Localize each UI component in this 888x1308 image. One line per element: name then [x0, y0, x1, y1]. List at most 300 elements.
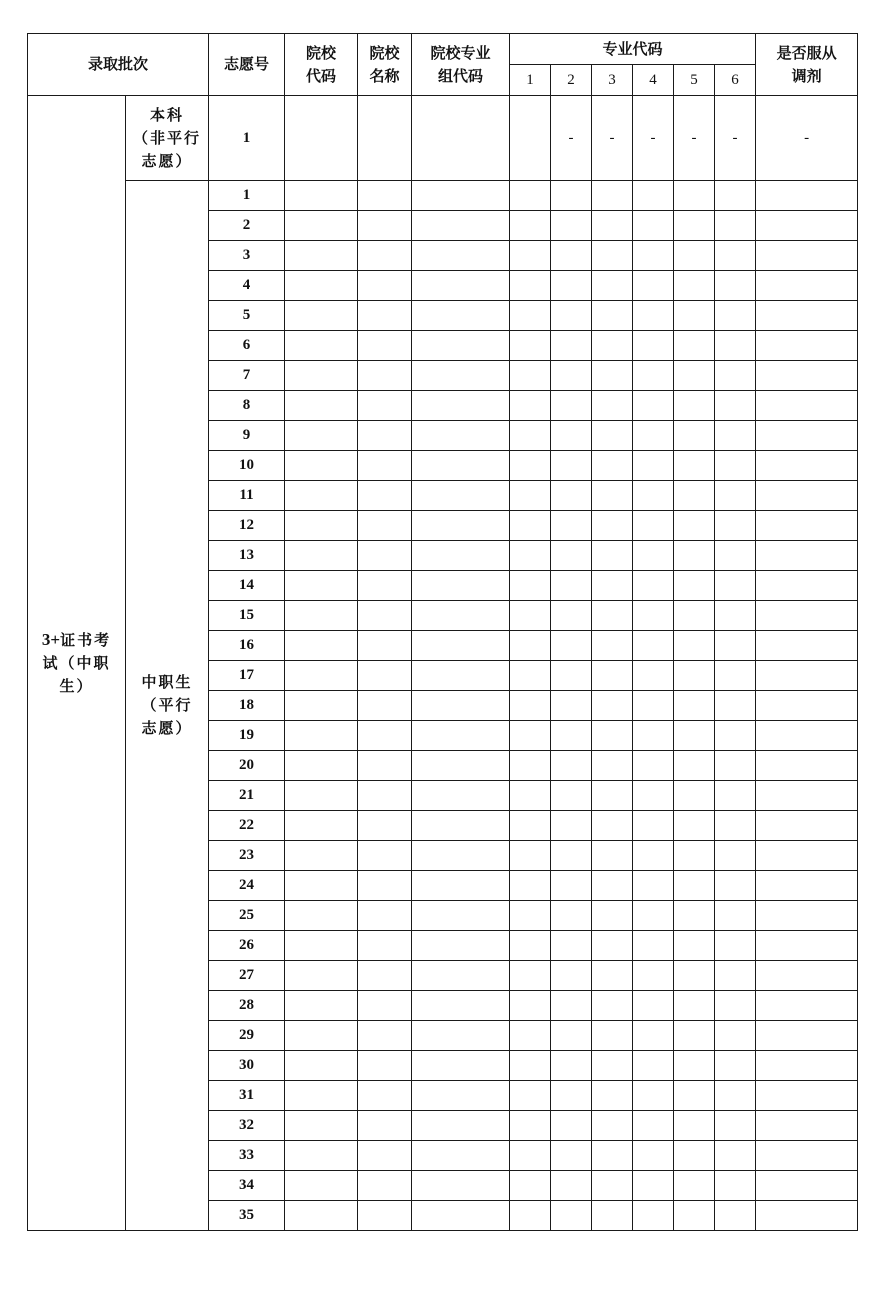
major-4-cell[interactable]	[633, 331, 674, 361]
major-6-cell[interactable]	[715, 271, 756, 301]
major-2-cell[interactable]	[551, 301, 592, 331]
major-3-cell[interactable]	[592, 871, 633, 901]
major-6-cell[interactable]	[715, 301, 756, 331]
major-6-cell[interactable]	[715, 391, 756, 421]
school-name-cell[interactable]	[358, 631, 412, 661]
major-1-cell[interactable]	[510, 1081, 551, 1111]
adjust-cell[interactable]	[756, 781, 858, 811]
major-3-cell[interactable]	[592, 301, 633, 331]
group-code-cell[interactable]	[412, 751, 510, 781]
undergrad-group-code-cell[interactable]	[412, 96, 510, 181]
school-code-cell[interactable]	[285, 1021, 358, 1051]
major-2-cell[interactable]	[551, 781, 592, 811]
school-name-cell[interactable]	[358, 1111, 412, 1141]
major-4-cell[interactable]	[633, 601, 674, 631]
major-3-cell[interactable]	[592, 211, 633, 241]
adjust-cell[interactable]	[756, 871, 858, 901]
major-3-cell[interactable]	[592, 691, 633, 721]
major-5-cell[interactable]	[674, 571, 715, 601]
adjust-cell[interactable]	[756, 901, 858, 931]
major-6-cell[interactable]	[715, 511, 756, 541]
major-4-cell[interactable]	[633, 301, 674, 331]
major-3-cell[interactable]	[592, 781, 633, 811]
major-3-cell[interactable]	[592, 1141, 633, 1171]
major-6-cell[interactable]	[715, 1141, 756, 1171]
major-6-cell[interactable]	[715, 541, 756, 571]
major-1-cell[interactable]	[510, 691, 551, 721]
major-3-cell[interactable]	[592, 601, 633, 631]
major-3-cell[interactable]	[592, 811, 633, 841]
school-code-cell[interactable]	[285, 691, 358, 721]
school-code-cell[interactable]	[285, 1201, 358, 1231]
group-code-cell[interactable]	[412, 871, 510, 901]
major-3-cell[interactable]	[592, 331, 633, 361]
major-1-cell[interactable]	[510, 361, 551, 391]
school-name-cell[interactable]	[358, 1171, 412, 1201]
group-code-cell[interactable]	[412, 301, 510, 331]
school-name-cell[interactable]	[358, 211, 412, 241]
school-code-cell[interactable]	[285, 901, 358, 931]
group-code-cell[interactable]	[412, 241, 510, 271]
school-name-cell[interactable]	[358, 871, 412, 901]
school-name-cell[interactable]	[358, 301, 412, 331]
school-name-cell[interactable]	[358, 361, 412, 391]
major-2-cell[interactable]	[551, 241, 592, 271]
major-3-cell[interactable]	[592, 1051, 633, 1081]
major-4-cell[interactable]	[633, 481, 674, 511]
school-code-cell[interactable]	[285, 271, 358, 301]
school-name-cell[interactable]	[358, 811, 412, 841]
major-6-cell[interactable]	[715, 211, 756, 241]
major-1-cell[interactable]	[510, 601, 551, 631]
major-2-cell[interactable]	[551, 871, 592, 901]
major-1-cell[interactable]	[510, 1201, 551, 1231]
school-code-cell[interactable]	[285, 391, 358, 421]
major-4-cell[interactable]	[633, 1141, 674, 1171]
major-1-cell[interactable]	[510, 481, 551, 511]
major-2-cell[interactable]	[551, 1111, 592, 1141]
major-4-cell[interactable]	[633, 781, 674, 811]
group-code-cell[interactable]	[412, 961, 510, 991]
major-4-cell[interactable]	[633, 931, 674, 961]
adjust-cell[interactable]	[756, 451, 858, 481]
major-1-cell[interactable]	[510, 841, 551, 871]
major-3-cell[interactable]	[592, 571, 633, 601]
major-1-cell[interactable]	[510, 421, 551, 451]
major-5-cell[interactable]	[674, 451, 715, 481]
major-1-cell[interactable]	[510, 511, 551, 541]
major-3-cell[interactable]	[592, 961, 633, 991]
major-3-cell[interactable]	[592, 1081, 633, 1111]
adjust-cell[interactable]	[756, 1141, 858, 1171]
major-4-cell[interactable]	[633, 1081, 674, 1111]
major-1-cell[interactable]	[510, 781, 551, 811]
major-4-cell[interactable]	[633, 811, 674, 841]
major-5-cell[interactable]	[674, 301, 715, 331]
major-2-cell[interactable]	[551, 511, 592, 541]
school-name-cell[interactable]	[358, 481, 412, 511]
major-4-cell[interactable]	[633, 361, 674, 391]
school-name-cell[interactable]	[358, 931, 412, 961]
group-code-cell[interactable]	[412, 481, 510, 511]
school-code-cell[interactable]	[285, 871, 358, 901]
school-code-cell[interactable]	[285, 661, 358, 691]
major-2-cell[interactable]	[551, 481, 592, 511]
group-code-cell[interactable]	[412, 391, 510, 421]
major-4-cell[interactable]	[633, 871, 674, 901]
major-4-cell[interactable]	[633, 661, 674, 691]
school-code-cell[interactable]	[285, 961, 358, 991]
adjust-cell[interactable]	[756, 421, 858, 451]
group-code-cell[interactable]	[412, 931, 510, 961]
group-code-cell[interactable]	[412, 991, 510, 1021]
school-code-cell[interactable]	[285, 241, 358, 271]
major-1-cell[interactable]	[510, 871, 551, 901]
major-3-cell[interactable]	[592, 271, 633, 301]
major-2-cell[interactable]	[551, 751, 592, 781]
major-3-cell[interactable]	[592, 901, 633, 931]
major-3-cell[interactable]	[592, 1171, 633, 1201]
school-code-cell[interactable]	[285, 781, 358, 811]
school-name-cell[interactable]	[358, 691, 412, 721]
major-2-cell[interactable]	[551, 661, 592, 691]
major-6-cell[interactable]	[715, 781, 756, 811]
school-code-cell[interactable]	[285, 811, 358, 841]
major-6-cell[interactable]	[715, 661, 756, 691]
school-code-cell[interactable]	[285, 1141, 358, 1171]
major-5-cell[interactable]	[674, 1171, 715, 1201]
major-1-cell[interactable]	[510, 1051, 551, 1081]
major-2-cell[interactable]	[551, 1201, 592, 1231]
major-5-cell[interactable]	[674, 1081, 715, 1111]
major-6-cell[interactable]	[715, 481, 756, 511]
major-5-cell[interactable]	[674, 511, 715, 541]
major-1-cell[interactable]	[510, 661, 551, 691]
major-4-cell[interactable]	[633, 991, 674, 1021]
major-4-cell[interactable]	[633, 181, 674, 211]
major-3-cell[interactable]	[592, 1111, 633, 1141]
school-name-cell[interactable]	[358, 751, 412, 781]
major-6-cell[interactable]	[715, 811, 756, 841]
major-2-cell[interactable]	[551, 1081, 592, 1111]
undergrad-school-code-cell[interactable]	[285, 96, 358, 181]
major-6-cell[interactable]	[715, 991, 756, 1021]
school-code-cell[interactable]	[285, 511, 358, 541]
adjust-cell[interactable]	[756, 1081, 858, 1111]
school-code-cell[interactable]	[285, 751, 358, 781]
major-3-cell[interactable]	[592, 241, 633, 271]
major-6-cell[interactable]	[715, 1201, 756, 1231]
major-5-cell[interactable]	[674, 1021, 715, 1051]
group-code-cell[interactable]	[412, 451, 510, 481]
group-code-cell[interactable]	[412, 571, 510, 601]
adjust-cell[interactable]	[756, 631, 858, 661]
school-name-cell[interactable]	[358, 271, 412, 301]
school-code-cell[interactable]	[285, 181, 358, 211]
adjust-cell[interactable]	[756, 991, 858, 1021]
adjust-cell[interactable]	[756, 961, 858, 991]
adjust-cell[interactable]	[756, 391, 858, 421]
major-1-cell[interactable]	[510, 811, 551, 841]
major-3-cell[interactable]	[592, 361, 633, 391]
group-code-cell[interactable]	[412, 1201, 510, 1231]
school-code-cell[interactable]	[285, 1051, 358, 1081]
school-code-cell[interactable]	[285, 541, 358, 571]
major-3-cell[interactable]	[592, 1021, 633, 1051]
school-name-cell[interactable]	[358, 721, 412, 751]
school-name-cell[interactable]	[358, 391, 412, 421]
school-code-cell[interactable]	[285, 991, 358, 1021]
major-6-cell[interactable]	[715, 1081, 756, 1111]
major-2-cell[interactable]	[551, 391, 592, 421]
major-2-cell[interactable]	[551, 691, 592, 721]
group-code-cell[interactable]	[412, 661, 510, 691]
major-1-cell[interactable]	[510, 751, 551, 781]
major-6-cell[interactable]	[715, 1021, 756, 1051]
undergrad-school-name-cell[interactable]	[358, 96, 412, 181]
major-6-cell[interactable]	[715, 451, 756, 481]
major-3-cell[interactable]	[592, 661, 633, 691]
major-6-cell[interactable]	[715, 181, 756, 211]
school-name-cell[interactable]	[358, 571, 412, 601]
major-5-cell[interactable]	[674, 1111, 715, 1141]
group-code-cell[interactable]	[412, 331, 510, 361]
adjust-cell[interactable]	[756, 751, 858, 781]
major-5-cell[interactable]	[674, 751, 715, 781]
major-3-cell[interactable]	[592, 451, 633, 481]
major-2-cell[interactable]	[551, 901, 592, 931]
school-code-cell[interactable]	[285, 571, 358, 601]
school-code-cell[interactable]	[285, 841, 358, 871]
school-name-cell[interactable]	[358, 901, 412, 931]
major-1-cell[interactable]	[510, 991, 551, 1021]
major-6-cell[interactable]	[715, 1171, 756, 1201]
school-name-cell[interactable]	[358, 451, 412, 481]
major-6-cell[interactable]	[715, 751, 756, 781]
adjust-cell[interactable]	[756, 181, 858, 211]
major-6-cell[interactable]	[715, 961, 756, 991]
adjust-cell[interactable]	[756, 511, 858, 541]
major-4-cell[interactable]	[633, 451, 674, 481]
major-5-cell[interactable]	[674, 421, 715, 451]
school-code-cell[interactable]	[285, 301, 358, 331]
undergrad-major-1-cell[interactable]	[510, 96, 551, 181]
major-1-cell[interactable]	[510, 541, 551, 571]
school-name-cell[interactable]	[358, 601, 412, 631]
major-2-cell[interactable]	[551, 1171, 592, 1201]
major-6-cell[interactable]	[715, 1111, 756, 1141]
major-2-cell[interactable]	[551, 271, 592, 301]
school-name-cell[interactable]	[358, 331, 412, 361]
major-2-cell[interactable]	[551, 841, 592, 871]
major-6-cell[interactable]	[715, 721, 756, 751]
school-name-cell[interactable]	[358, 181, 412, 211]
major-6-cell[interactable]	[715, 601, 756, 631]
group-code-cell[interactable]	[412, 211, 510, 241]
major-4-cell[interactable]	[633, 751, 674, 781]
group-code-cell[interactable]	[412, 841, 510, 871]
major-1-cell[interactable]	[510, 241, 551, 271]
group-code-cell[interactable]	[412, 1051, 510, 1081]
school-code-cell[interactable]	[285, 481, 358, 511]
major-5-cell[interactable]	[674, 541, 715, 571]
major-5-cell[interactable]	[674, 601, 715, 631]
major-1-cell[interactable]	[510, 301, 551, 331]
major-1-cell[interactable]	[510, 901, 551, 931]
adjust-cell[interactable]	[756, 1111, 858, 1141]
major-5-cell[interactable]	[674, 691, 715, 721]
major-4-cell[interactable]	[633, 1111, 674, 1141]
major-3-cell[interactable]	[592, 751, 633, 781]
major-5-cell[interactable]	[674, 901, 715, 931]
school-code-cell[interactable]	[285, 931, 358, 961]
school-name-cell[interactable]	[358, 991, 412, 1021]
major-1-cell[interactable]	[510, 1021, 551, 1051]
major-1-cell[interactable]	[510, 571, 551, 601]
group-code-cell[interactable]	[412, 631, 510, 661]
group-code-cell[interactable]	[412, 691, 510, 721]
major-4-cell[interactable]	[633, 1171, 674, 1201]
major-5-cell[interactable]	[674, 661, 715, 691]
major-4-cell[interactable]	[633, 421, 674, 451]
adjust-cell[interactable]	[756, 211, 858, 241]
major-5-cell[interactable]	[674, 631, 715, 661]
group-code-cell[interactable]	[412, 271, 510, 301]
major-6-cell[interactable]	[715, 1051, 756, 1081]
major-2-cell[interactable]	[551, 1021, 592, 1051]
adjust-cell[interactable]	[756, 571, 858, 601]
major-5-cell[interactable]	[674, 1201, 715, 1231]
major-2-cell[interactable]	[551, 541, 592, 571]
group-code-cell[interactable]	[412, 421, 510, 451]
major-4-cell[interactable]	[633, 1021, 674, 1051]
major-5-cell[interactable]	[674, 931, 715, 961]
group-code-cell[interactable]	[412, 181, 510, 211]
major-6-cell[interactable]	[715, 421, 756, 451]
major-6-cell[interactable]	[715, 841, 756, 871]
school-name-cell[interactable]	[358, 421, 412, 451]
major-4-cell[interactable]	[633, 1201, 674, 1231]
adjust-cell[interactable]	[756, 301, 858, 331]
major-4-cell[interactable]	[633, 511, 674, 541]
group-code-cell[interactable]	[412, 1141, 510, 1171]
major-1-cell[interactable]	[510, 331, 551, 361]
major-6-cell[interactable]	[715, 871, 756, 901]
group-code-cell[interactable]	[412, 1021, 510, 1051]
major-6-cell[interactable]	[715, 931, 756, 961]
adjust-cell[interactable]	[756, 1021, 858, 1051]
school-code-cell[interactable]	[285, 1111, 358, 1141]
group-code-cell[interactable]	[412, 361, 510, 391]
school-name-cell[interactable]	[358, 1051, 412, 1081]
school-code-cell[interactable]	[285, 361, 358, 391]
major-1-cell[interactable]	[510, 1141, 551, 1171]
major-3-cell[interactable]	[592, 631, 633, 661]
major-5-cell[interactable]	[674, 391, 715, 421]
major-2-cell[interactable]	[551, 571, 592, 601]
adjust-cell[interactable]	[756, 1171, 858, 1201]
school-name-cell[interactable]	[358, 1081, 412, 1111]
major-5-cell[interactable]	[674, 361, 715, 391]
major-6-cell[interactable]	[715, 361, 756, 391]
major-5-cell[interactable]	[674, 811, 715, 841]
major-5-cell[interactable]	[674, 991, 715, 1021]
school-code-cell[interactable]	[285, 601, 358, 631]
adjust-cell[interactable]	[756, 841, 858, 871]
adjust-cell[interactable]	[756, 811, 858, 841]
major-1-cell[interactable]	[510, 391, 551, 421]
major-1-cell[interactable]	[510, 1171, 551, 1201]
major-5-cell[interactable]	[674, 781, 715, 811]
school-code-cell[interactable]	[285, 1081, 358, 1111]
major-4-cell[interactable]	[633, 691, 674, 721]
group-code-cell[interactable]	[412, 601, 510, 631]
school-name-cell[interactable]	[358, 781, 412, 811]
major-1-cell[interactable]	[510, 721, 551, 751]
adjust-cell[interactable]	[756, 481, 858, 511]
major-2-cell[interactable]	[551, 721, 592, 751]
school-code-cell[interactable]	[285, 331, 358, 361]
major-2-cell[interactable]	[551, 811, 592, 841]
adjust-cell[interactable]	[756, 1051, 858, 1081]
adjust-cell[interactable]	[756, 601, 858, 631]
major-2-cell[interactable]	[551, 991, 592, 1021]
major-2-cell[interactable]	[551, 181, 592, 211]
major-4-cell[interactable]	[633, 961, 674, 991]
major-6-cell[interactable]	[715, 241, 756, 271]
major-2-cell[interactable]	[551, 421, 592, 451]
adjust-cell[interactable]	[756, 661, 858, 691]
major-2-cell[interactable]	[551, 211, 592, 241]
adjust-cell[interactable]	[756, 721, 858, 751]
group-code-cell[interactable]	[412, 811, 510, 841]
major-3-cell[interactable]	[592, 1201, 633, 1231]
school-code-cell[interactable]	[285, 1171, 358, 1201]
major-1-cell[interactable]	[510, 961, 551, 991]
major-3-cell[interactable]	[592, 421, 633, 451]
school-name-cell[interactable]	[358, 1021, 412, 1051]
major-5-cell[interactable]	[674, 181, 715, 211]
school-name-cell[interactable]	[358, 541, 412, 571]
major-2-cell[interactable]	[551, 631, 592, 661]
major-5-cell[interactable]	[674, 481, 715, 511]
major-1-cell[interactable]	[510, 271, 551, 301]
group-code-cell[interactable]	[412, 541, 510, 571]
school-code-cell[interactable]	[285, 451, 358, 481]
group-code-cell[interactable]	[412, 781, 510, 811]
school-name-cell[interactable]	[358, 841, 412, 871]
major-4-cell[interactable]	[633, 841, 674, 871]
major-2-cell[interactable]	[551, 931, 592, 961]
major-2-cell[interactable]	[551, 1141, 592, 1171]
major-1-cell[interactable]	[510, 631, 551, 661]
major-5-cell[interactable]	[674, 1051, 715, 1081]
major-1-cell[interactable]	[510, 931, 551, 961]
major-3-cell[interactable]	[592, 841, 633, 871]
major-4-cell[interactable]	[633, 541, 674, 571]
major-4-cell[interactable]	[633, 211, 674, 241]
major-2-cell[interactable]	[551, 361, 592, 391]
school-name-cell[interactable]	[358, 1201, 412, 1231]
school-code-cell[interactable]	[285, 211, 358, 241]
major-6-cell[interactable]	[715, 901, 756, 931]
school-name-cell[interactable]	[358, 1141, 412, 1171]
major-6-cell[interactable]	[715, 331, 756, 361]
major-3-cell[interactable]	[592, 931, 633, 961]
major-4-cell[interactable]	[633, 901, 674, 931]
major-2-cell[interactable]	[551, 451, 592, 481]
adjust-cell[interactable]	[756, 241, 858, 271]
